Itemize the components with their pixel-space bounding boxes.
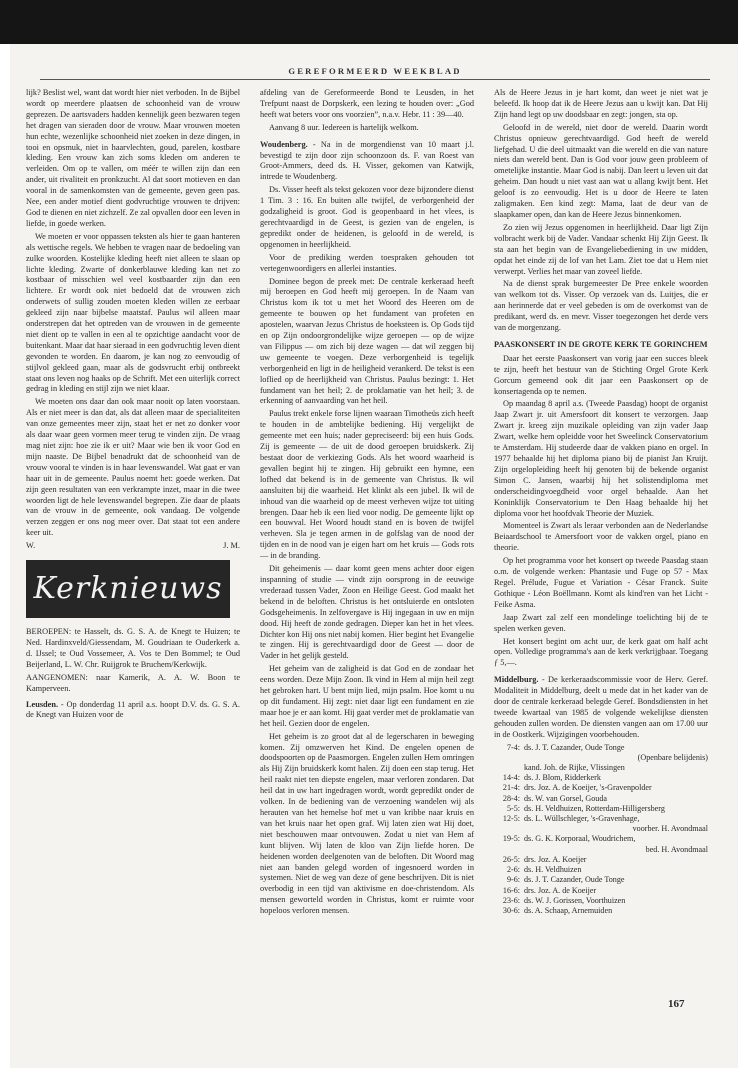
schedule-preacher: bed. H. Avondmaal xyxy=(645,844,708,854)
news-item-leusden xyxy=(26,700,240,722)
news-item-aangenomen xyxy=(26,673,240,695)
schedule-date: 12-5: xyxy=(502,814,520,824)
article-paragraph: Voor de prediking werden toespraken gehouden tot vertegenwoordigers en allerlei instanties. xyxy=(260,252,474,273)
schedule-date: 21-4: xyxy=(502,783,520,793)
article-paragraph: Op maandag 8 april a.s. (Tweede Paasdag) hoopt de organist Jaap Zwart jr. uit Amersfoort dit konsert te verzorgen. Jaap Zwart jr. kreeg zijn muzikale opleiding van zijn vader Jaap Zwart, welke hem opleidde voor het Sweelinck Conservatorium te Amsterdam. Hij studeerde daar de vakken piano en orgel. In 1977 behaalde hij het diploma piano bij de pianist Jan Kruijt. Zijn orgelopleiding heeft hij genoten bij de bekende organist Simon C. Jansen, waarbij hij het solistendiploma met onderscheidingvoegdheid voor orgel behaalde. Aan het Koninklijk Conservatorium te Den Haag behaalde hij het diploma voor het hoofdvak Theorie der Muziek. xyxy=(494,399,708,518)
article-paragraph: Dit geheimenis — daar komt geen mens achter door eigen inspanning of studie — vindt zijn oorsprong in de eeuwige vrederaad tussen Vader, Zoon en Heilige Geest. God maakt het bekend in de beloften. Christus is het ontsluierde en ontsloten Godsgeheimenis. In zelfovergave is Hij ingegaan in uw en mijn dood. Hij heeft de zonde gedragen. Dieper kan het in het vlees. Dichter kon Hij ons niet nabij komen. Hier begint het Evangelie te zingen. Hij is gerechtvaardigd door de Geest — door de Vader in het gelijk gesteld. xyxy=(260,564,474,661)
article-paragraph: lijk? Beslist wel, want dat wordt hier niet verboden. In de Bijbel wordt op meerdere plaatsen de schoonheid van de vrouw geprezen. De aartsvaders hadden kennelijk geen bezwaren tegen het dragen van sieraden door de vrouw. Maar vrouwen moeten hun echte, wezenlijke schoonheid niet zoeken in deze dingen, in tooi en opsmuk, niet in haarvlechten, goud, parelen, kostbare kleding. Een vrouw kan zich soms kleden om anderen te verleiden. Om op te vallen, om méér te willen zijn dan een ander, uit rivaliteit en pronkzucht. Al dat soort motieven en dan vooral in de samenkomsten van de gemeente, geven geen pas. Nee, een ander motief dient godvruchtige vrouwen te drijven: God te dienen en niet zichzelf. Ze zal opvallen door een leven in liefde, in goede werken. xyxy=(26,88,241,228)
schedule-date: 23-6: xyxy=(502,895,520,905)
schedule-row xyxy=(494,783,708,793)
schedule-row xyxy=(494,906,708,916)
schedule-row xyxy=(494,794,708,804)
article-paragraph: Geloofd in de wereld, niet door de wereld. Daarin wordt Christus opnieuw gerechtvaardigd. God heeft de wereld liefgehad. U die deel uitmaakt van die wereld en die van nature niets dan wereld bent. Dan is God voor jouw geen probleem of ometelijke instantie. Maar God is nabij. Dan leert u leven uit dat geheim. Dan houdt u niet vast aan wat u allang kwijt bent. Het geloof is zo eenvoudig. Het is u door de Heere te laten zaligmaken. Een kind zegt: Mama, laat de deur van de slaapkamer open, dan kan de Heere Jezus binnenkomen. xyxy=(494,122,708,219)
schedule-row xyxy=(494,886,708,896)
schedule-date: 7-4: xyxy=(506,742,520,752)
scan-top-border xyxy=(0,0,738,44)
schedule-date: 5-5: xyxy=(506,803,520,813)
signature-right: J. M. xyxy=(223,541,240,551)
schedule-row xyxy=(494,763,708,773)
leusden-text: - Op donderdag 11 april a.s. hoopt D.V. ds. G. S. A. de Knegt van Huizen voor de xyxy=(26,699,240,720)
article-paragraph: Het konsert begint om acht uur, de kerk gaat om half acht open. Volledige programma's aan de kerk verkrijgbaar. Toegang ƒ 5,—. xyxy=(494,636,708,668)
article-paragraph: Jaap Zwart zal zelf een mondelinge toelichting bij de te spelen werken geven. xyxy=(494,612,708,633)
article-paragraph: Als de Heere Jezus in je hart komt, dan weet je niet wat je beleefd. Ik hoop dat ik de Heere Jezus aan u kwijt kan. Dat Hij Zijn hand legt op uw doodsbaar en zegt: jongen, sta op. xyxy=(494,88,708,119)
schedule-row xyxy=(494,743,708,753)
schedule-date: 2-6: xyxy=(506,865,520,875)
schedule-preacher: drs. Joz. A. Koeijer xyxy=(524,854,587,864)
schedule-row xyxy=(494,824,708,834)
article-paragraph: Zo zien wij Jezus opgenomen in heerlijkheid. Daar ligt Zijn volbracht werk bij de Vader. Vandaar schenkt Hij Zijn Geest. Ik sta aan het begin van de Evangeliebediening in uw midden, opdat het einde zij de lof van het Lam. Ziet toe dat u Hem niet verwerpt. Verlies het maar van zoveel liefde. xyxy=(494,222,708,276)
article-paragraph: Momenteel is Zwart als leraar verbonden aan de Nederlandse Beiaardschool te Amersfoort voor de vakken orgel, piano en theorie. xyxy=(494,521,708,553)
news-item-woudenberg xyxy=(260,140,474,184)
schedule-date: 9-6: xyxy=(506,875,520,885)
schedule-date xyxy=(494,845,524,855)
article-paragraph: Na de dienst sprak burgemeester De Pree enkele woorden van welkom tot ds. Visser. Op verzoek van ds. Luitjes, die er aan herinnerde dat er veel gebeden is om de overkomst van de predikant, werd ds. en mevr. Visser toegezongen het derde vers van de morgenzang. xyxy=(494,279,708,333)
article-paragraph: Op het programma voor het konsert op tweede Paasdag staan o.m. de volgende werken: Phantasie und Fuge op 57 - Max Regel. Prélude, Fugue et Variation - César Franck. Suite Gothique - Léon Boëllmann. Komt als kind'ren van het Licht - Feike Asma. xyxy=(494,556,708,609)
schedule-date: 14-4: xyxy=(502,773,520,783)
masthead: GEREFORMEERD WEEKBLAD xyxy=(288,66,462,76)
column-3 xyxy=(494,88,708,916)
news-item-beroepen xyxy=(26,627,240,671)
schedule-preacher: voorber. H. Avondmaal xyxy=(632,824,708,834)
article-paragraph: Aanvang 8 uur. Iedereen is hartelijk welkom. xyxy=(269,122,419,132)
column-2 xyxy=(260,88,474,919)
schedule-row xyxy=(494,753,708,763)
article-paragraph: Het geheim van de zaligheid is dat God en de zondaar het eens worden. Deze Mijn Zoon. Ik vind in Hem al mijn heil zegt het gebroken hart. U bent mijn lied, mijn psalm. Hoe komt u nu op dit fundament. Hij zegt: niet daar ligt een fundament en zie maar hoe je er aan komt. Hij gaat verder met de proklamatie van het heil. Gezien door de engelen. xyxy=(260,664,475,728)
schedule-row xyxy=(494,773,708,783)
article-paragraph: Paulus trekt enkele forse lijnen waaraan Timotheüs zich heeft te houden in de ambtelijke bediening. Hij vergelijkt de gemeente met een huis; nader gepreciseerd: bij een huis Gods. Zij is gemeente — de uit de dood geroepen bruidskerk. Zij bestaat door de verkiezing Gods. Als het woord waarheid is gevallen begint hij te zingen. Hij gebruikt een hymne, een lofhed dat bekend is in de gemeente van Christus. Ik wil aansluiten bij die waarheid. Het klinkt als een jubel. Ik wil de inhoud van die waarheid op de meest verheven wijze tot uiting brengen. Daar heb ik een lied voor nodig. De gemeente lijkt op een bouwval. Het Woord houdt stand en is boven de twijfel verheven. Sla je tegen armen in de golfslag van de nood der tijden en in de nood van je eigen hart om het kruis — Gods rots — in de branding. xyxy=(260,409,474,561)
schedule-row xyxy=(494,814,708,824)
column-1 xyxy=(26,88,240,723)
schedule-preacher: ds. J. T. Cazander, Oude Tonge xyxy=(524,875,625,885)
schedule-preacher: ds. G. K. Korporaal, Woudrichem, xyxy=(524,834,636,844)
middelburg-label: Middelburg. xyxy=(494,675,539,685)
woudenberg-label: Woudenberg. xyxy=(260,139,308,149)
schedule-preacher: (Openbare belijdenis) xyxy=(637,752,708,762)
section-heading: PAASKONSERT IN DE GROTE KERK TE GORINCHEM xyxy=(494,339,708,349)
schedule-date xyxy=(494,763,524,773)
schedule-date xyxy=(494,753,524,763)
schedule-row xyxy=(494,875,708,885)
schedule-preacher: ds. W. van Gorsel, Gouda xyxy=(524,793,607,803)
aangenomen-label: AANGENOMEN: xyxy=(26,672,88,682)
schedule-date: 28-4: xyxy=(502,793,520,803)
service-schedule xyxy=(494,743,708,916)
schedule-row xyxy=(494,834,708,844)
schedule-preacher: ds. L. Wüllschleger, 's-Gravenhage, xyxy=(524,814,640,824)
logo-text: Kerknieuws xyxy=(33,570,223,606)
schedule-date: 26-5: xyxy=(502,854,520,864)
article-signature xyxy=(26,541,240,552)
schedule-preacher: ds. H. Veldhuizen xyxy=(524,865,582,875)
schedule-row xyxy=(494,845,708,855)
schedule-row xyxy=(494,804,708,814)
schedule-preacher: ds. J. Blom, Ridderkerk xyxy=(524,773,601,783)
article-paragraph: We moeten ons daar dan ook maar nooit op laten voorstaan. Als er niet meer is dan dat, als dat alleen maar de specialiteiten van onze gemeentes meer zijn, staat het er net zo donker voor als daar waar geen vormen meer terug te vinden zijn. De vraag mag niet zijn: hoe zie ik er uit? Maar wie ben ik voor God en mijn naaste. De Bijbel benadrukt dat de schoonheid van de vrouw vooral te vinden is in haar levenswandel. Wat gaat er van haar uit in de gemeente. Paulus noemt het: goede werken. Dat zijn geen resultaten van een verkrampte inzet, maar in die twee woorden ligt de hele levenswandel begrepen. Zie daar de plaats van de vrouw in de gemeente, ook vandaag. De volgende verzen zeggen er ons nog meer over. Dat staat tot een andere keer uit. xyxy=(26,397,240,538)
schedule-date: 16-6: xyxy=(502,885,520,895)
schedule-preacher: kand. Joh. de Rijke, Vlissingen xyxy=(524,763,625,773)
schedule-preacher: ds. J. T. Cazander, Oude Tonge xyxy=(524,742,625,752)
aangenomen-text: naar Kamerik, A. A. W. Boon te Kamperveen. xyxy=(26,672,240,693)
middelburg-text: - De kerkeraadscommissie voor de Herv. Geref. Modaliteit in Middelburg, deelt u mede dat in het kader van de door de centrale kerkeraad belegde Geref. Bondsdiensten in het tweede kwartaal van 1985 de volgende wekelijkse diensten gehouden zullen worden. De diensten vangen aan om 17.00 uur in de Oostkerk. Wijzigingen voorbehouden. xyxy=(494,675,708,739)
kerknieuws-logo xyxy=(26,560,230,618)
article-paragraph: Het geheim is zo groot dat al de legerscharen in beweging komen. Zij omzwerven het Kind. De engelen openen de doodspoorten op de Paasmorgen. Engelen zullen Hem omringen als Hij Zijn bruidskerk komt halen. Zij doen een stap terug. Het heil raakt niet ten diepste engelen, maar verloren zondaren. Dat heil dat in uw hart ingedragen wordt, wordt gepredikt onder de volken. In de bediening van de verzoening wandelen wij als herauten van het hemelse hof met u van kribbe naar kruis en van het kruis naar het open graf. Wij laten zien wat Hij doet, niet beschouwen maar ontvouwen. Zodat u niet van Hem af kunt blijven. Wij laten de kloo van Zijn liefde horen. De heidenen worden deelgenoten van de beloften. Dit Woord mag niet aan banden gelegd worden of ingesnoerd worden in systemen. Niet de weg van deze of gene beschrijven. Dit is niet overbodig in een tijd van aktivisme en doe-christendom. Als mensen geworteld worden in Christus, komt er ruimte voor hopeloos verloren mensen. xyxy=(260,731,474,916)
news-item-middelburg xyxy=(494,675,708,740)
schedule-row xyxy=(494,855,708,865)
woudenberg-text: - Na in de morgendienst van 10 maart j.l. bevestigd te zijn door zijn schoonzoon ds. F. van Roest van Groot-Ammers, deed ds. H. Visser, gekomen van Katwijk, intrede te Woudenberg. xyxy=(260,139,474,182)
article-paragraph: We moeten er voor oppassen teksten als hier te gaan hanteren als wettische regels. We hebben te vragen naar de bedoeling van zulke woorden. Kostelijke kleding heeft niet alleen te slaan op lichte kleding. Zwarte of donkerblauwe kleding kan net zo kostbaar of misschien wel veel kostbaarder zijn dan een lichtere. Er wordt ook niet bedoeld dat de vrouwen zich onderwets of sullig zouden moeten kleden willen ze eerbaar gekleed zijn naar bijbelse maatstaf. Paulus wil alleen maar onderstrepen dat het optreden van de vrouwen in de gemeente niet dient op te vallen in een al te opzichtige aandacht voor de buitenkant. Maar dat haar sieraad in een godvruchtig leven dient gevonden te worden. En daarom, je kan nog zo eenvoudig of stijlvol gekleed gaan, maar als de godsvrucht erbij ontbreekt staat ons leven nog haaks op de Schrift. Met een uiterlijk correct gedrag in kleding en stijl zijn we niet klaar. xyxy=(26,231,240,394)
beroepen-label: BEROEPEN: xyxy=(26,627,72,637)
schedule-date: 30-6: xyxy=(502,905,520,915)
schedule-preacher: drs. Joz. A. de Koeijer, 's-Gravenpolder xyxy=(524,783,652,793)
article-paragraph: afdeling van de Gereformeerde Bond te Leusden, in het Trefpunt naast de Dorpskerk, een lezing te houden over: „God heeft wat beters voor ons voorzien”, n.a.v. Hebr. 11 : 39—40. xyxy=(260,88,474,119)
schedule-preacher: ds. H. Veldhuizen, Rotterdam-Hilligersberg xyxy=(524,803,665,813)
page-number: 167 xyxy=(668,998,685,1010)
schedule-row xyxy=(494,865,708,875)
schedule-preacher: drs. Joz. A. de Koeijer xyxy=(524,885,597,895)
beroepen-text: te Hasselt, ds. G. S. A. de Knegt te Huizen; te Ned. Hardinxveld/Giessendam, M. Goudriaan te Ouderkerk a. d. IJssel; te Oud Vossemeer, A. Vos te Den Bommel; te Oud Beijerland, L. W. Chr. Ruijgrok te Bruchem/Kerkwijk. xyxy=(26,627,240,669)
schedule-date xyxy=(494,824,524,834)
schedule-preacher: ds. A. Schaap, Arnemuiden xyxy=(524,905,613,915)
schedule-row xyxy=(494,896,708,906)
leusden-label: Leusden. xyxy=(26,699,59,709)
newspaper-page xyxy=(10,44,738,1068)
article-paragraph: Ds. Visser heeft als tekst gekozen voor deze bijzondere dienst 1 Tim. 3 : 16. En buiten alle twijfel, de verborgenheid der godzaligheid is groot. God is geopenbaard in het vlees, is gerechtvaardigd in de Geest, is gezien van de engelen, is gepredikt onder de heidenen, is geloofd in de wereld, is opgenomen in heerlijkheid. xyxy=(260,185,474,249)
signature-left: W. xyxy=(26,541,36,551)
masthead-rule xyxy=(40,79,710,80)
article-paragraph: Dominee begon de preek met: De centrale kerkeraad heeft mij beroepen en God heeft mij geroepen. In de Naam van Christus kom ik tot u met het Woord des Heeren om de gemeente te bouwen op het fundament van profeten en apostelen, waarvan Jezus Christus de hoeksteen is. Op Gods tijd en op Zijn ondoorgrondelijke wijze geroepen — op de wijze van Filippus — om zich bij deze wagen — dat wil zeggen bij uw gemeente te voegen. Deze verborgenheid is tegelijk verborgenheid en ligt in de heiligheid verankerd. De tekst is een loflied op de heerlijkheid van Christus. Paulus bezingt: 1. Het fundament van het heil; 2. de proklamatie van het heil; 3. de erkenning of aanvaarding van het heil. xyxy=(260,276,474,406)
schedule-date: 19-5: xyxy=(502,834,520,844)
schedule-preacher: ds. W. J. Gorissen, Voorthuizen xyxy=(524,895,626,905)
article-paragraph: Daar het eerste Paaskonsert van vorig jaar een succes bleek te zijn, heeft het bestuur van de Stichting Orgel Grote Kerk Gorcum gemeend ook dit jaar een Paaskonsert op de konsertagenda op te nemen. xyxy=(494,353,708,396)
